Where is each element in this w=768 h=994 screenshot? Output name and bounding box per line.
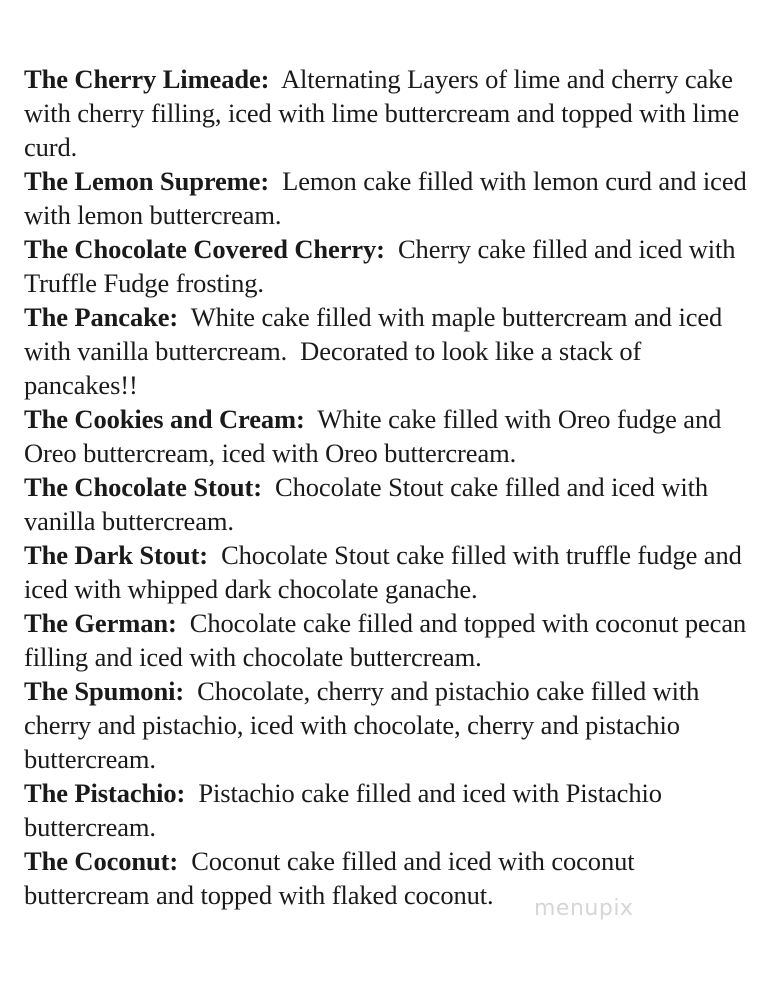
menu-item-description: Pistachio cake filled and iced with Pistachio buttercream. [24,778,662,842]
menu-item-description: Chocolate Stout cake filled with truffle fudge and iced with whipped dark chocolate ganache. [24,540,742,604]
menu-item-coconut [24,844,760,912]
menu-item-chocolate-covered-cherry [24,232,760,300]
menu-item-dark-stout [24,538,760,606]
menu-item-pancake [24,300,760,402]
menu-item-description: Lemon cake filled with lemon curd and iced with lemon buttercream. [24,166,747,230]
menu-item-name: The Cherry Limeade: [24,64,270,94]
menu-item-name: The Cookies and Cream: [24,404,305,434]
menu-item-german [24,606,760,674]
menu-item-name: The Spumoni: [24,676,185,706]
watermark-logo: menupix [534,896,634,921]
menu-item-description: Chocolate Stout cake filled and iced with vanilla buttercream. [24,472,709,536]
menu-item-description: Alternating Layers of lime and cherry cake with cherry filling, iced with lime buttercream and topped with lime curd. [24,64,740,162]
menu-item-pistachio [24,776,760,844]
menu-item-lemon-supreme [24,164,760,232]
menu-item-name: The Pistachio: [24,778,186,808]
cake-menu [24,62,760,912]
menu-item-name: The Dark Stout: [24,540,209,570]
menu-item-chocolate-stout [24,470,760,538]
menu-item-name: The Pancake: [24,302,179,332]
menu-item-description: White cake filled with Oreo fudge and Oreo buttercream, iced with Oreo buttercream. [24,404,722,468]
menu-item-description: Chocolate, cherry and pistachio cake filled with cherry and pistachio, iced with chocolate, cherry and pistachio buttercream. [24,676,700,774]
menu-item-cherry-limeade [24,62,760,164]
menu-item-spumoni [24,674,760,776]
menu-item-description: Cherry cake filled and iced with Truffle Fudge frosting. [24,234,736,298]
menu-item-cookies-and-cream [24,402,760,470]
menu-item-description: White cake filled with maple buttercream and iced with vanilla buttercream. Decorated to look like a stack of pancakes!! [24,302,729,400]
menu-item-name: The Chocolate Stout: [24,472,262,502]
menu-item-name: The Lemon Supreme: [24,166,270,196]
menu-item-name: The Coconut: [24,846,179,876]
menu-item-description: Chocolate cake filled and topped with coconut pecan filling and iced with chocolate buttercream. [24,608,747,672]
menu-item-name: The Chocolate Covered Cherry: [24,234,385,264]
menu-item-description: Coconut cake filled and iced with coconut buttercream and topped with flaked coconut. [24,846,635,910]
menu-item-name: The German: [24,608,177,638]
